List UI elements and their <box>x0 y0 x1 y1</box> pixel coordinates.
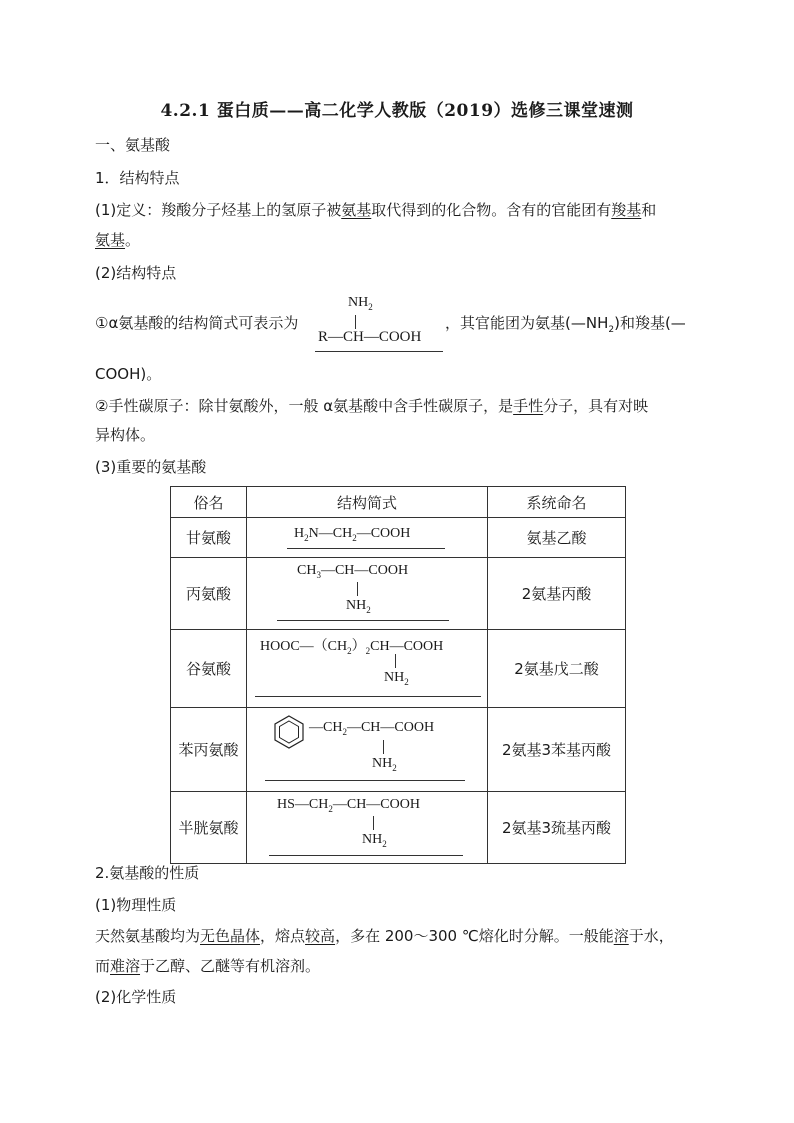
bond-line <box>383 740 384 754</box>
physical-properties-heading: (1)物理性质 <box>95 896 177 914</box>
row-structure <box>247 518 488 558</box>
text: ，熔点 <box>260 927 306 945</box>
row-system-name: 2氨基戊二酸 <box>488 630 626 708</box>
physical-properties-line-2 <box>95 955 320 977</box>
row-structure <box>247 792 488 864</box>
answer-underline <box>315 351 443 352</box>
circled-number: ② <box>95 397 109 415</box>
circled-number: ① <box>95 314 109 332</box>
row-system-name: 2氨基3巯基丙酸 <box>488 792 626 864</box>
section-heading-amino-acid: 一、氨基酸 <box>95 136 171 154</box>
text: 。 <box>125 231 141 249</box>
answer-underline <box>277 620 449 621</box>
important-amino-acids-heading: (3)重要的氨基酸 <box>95 458 207 476</box>
chiral-line-1 <box>95 395 648 417</box>
alpha-amino-acid-line <box>95 312 298 334</box>
properties-heading: 2.氨基酸的性质 <box>95 864 200 882</box>
underlined-answer: 难溶 <box>110 957 141 975</box>
alpha-main-formula: R—CH—COOH <box>318 329 422 345</box>
row-name: 丙氨酸 <box>171 558 247 630</box>
formula-box <box>247 708 487 791</box>
glutamic-formula-bottom: $NH_2$ <box>384 670 409 687</box>
answer-underline <box>269 855 463 856</box>
row-structure <box>247 630 488 708</box>
underlined-answer: 手性 <box>513 397 544 415</box>
row-name: 谷氨酸 <box>171 630 247 708</box>
header-common-name: 俗名 <box>171 487 247 518</box>
alpha-nh2-label <box>348 295 373 312</box>
page-title: 4.2.1 蛋白质——高二化学人教版（2019）选修三课堂速测 <box>160 101 634 121</box>
subheading-structure: 1．结构特点 <box>95 169 180 187</box>
cysteine-formula-bottom: $NH_2$ <box>362 832 387 849</box>
text: 和 <box>641 201 657 219</box>
phenylalanine-formula-top: $—CH_2—CH—COOH$ <box>309 720 435 737</box>
row-structure <box>247 558 488 630</box>
row-name: 苯丙氨酸 <box>171 708 247 792</box>
row-name: 半胱氨酸 <box>171 792 247 864</box>
underlined-answer: 氨基 <box>95 231 126 249</box>
text: α氨基酸的结构简式可表示为 <box>108 314 299 332</box>
underlined-answer: 羧基 <box>611 201 642 219</box>
table-row <box>171 792 626 864</box>
table-row <box>171 630 626 708</box>
table-row <box>171 708 626 792</box>
answer-underline <box>287 548 445 549</box>
definition-line-1 <box>95 199 656 221</box>
formula-box <box>247 792 487 863</box>
answer-underline <box>255 696 481 697</box>
row-structure <box>247 708 488 792</box>
subscript: 2 <box>608 325 615 335</box>
text: (1)定义：羧酸分子烃基上的氢原子被 <box>95 201 342 219</box>
text: 取代得到的化合物。含有的官能团有 <box>371 201 612 219</box>
formula-box <box>247 518 487 557</box>
underlined-answer: 溶 <box>613 927 629 945</box>
header-system-name: 系统命名 <box>488 487 626 518</box>
row-system-name: 2氨基丙酸 <box>488 558 626 630</box>
definition-line-2 <box>95 229 140 251</box>
chiral-line-2: 异构体。 <box>95 426 156 444</box>
row-system-name: 2氨基3苯基丙酸 <box>488 708 626 792</box>
text: 于水， <box>628 927 674 945</box>
row-name: 甘氨酸 <box>171 518 247 558</box>
physical-properties-line-1 <box>95 925 674 947</box>
underlined-answer: 较高 <box>305 927 336 945</box>
table-row <box>171 558 626 630</box>
text: 而 <box>95 957 111 975</box>
glutamic-formula-top: $HOOC—(CH_2)_2CH—COOH$ <box>260 639 444 656</box>
header-structure: 结构简式 <box>247 487 488 518</box>
text: 于乙醇、乙醚等有机溶剂。 <box>140 957 321 975</box>
glycine-formula: $H_2N—CH_2—COOH$ <box>294 526 411 543</box>
bond-line <box>357 582 358 596</box>
formula-box <box>247 558 487 629</box>
row-system-name: 氨基乙酸 <box>488 518 626 558</box>
underlined-answer: 无色晶体 <box>200 927 261 945</box>
amino-acid-table <box>170 486 626 864</box>
benzene-ring-icon <box>271 714 307 750</box>
bond-line <box>355 315 356 329</box>
phenylalanine-formula-bottom: $NH_2$ <box>372 756 397 773</box>
structure-heading: (2)结构特点 <box>95 264 177 282</box>
text: NH <box>348 295 369 310</box>
text: 分子，具有对映 <box>543 397 649 415</box>
alpha-line-continued: COOH)。 <box>95 365 162 383</box>
bond-line <box>373 816 374 830</box>
bond-line <box>395 654 396 668</box>
alanine-formula-bottom: $NH_2$ <box>346 598 371 615</box>
chemical-properties-heading: (2)化学性质 <box>95 988 177 1006</box>
alpha-functional-groups <box>445 312 686 341</box>
text: 天然氨基酸均为 <box>95 927 201 945</box>
text: )和羧基(— <box>614 314 686 332</box>
formula-box <box>247 630 487 707</box>
text: 手性碳原子：除甘氨酸外，一般 α氨基酸中含手性碳原子，是 <box>108 397 514 415</box>
subscript: 2 <box>368 301 373 312</box>
table-row <box>171 518 626 558</box>
text: ，其官能团为氨基(—NH <box>445 314 609 332</box>
text: ，多在 200～300 ℃熔化时分解。一般能 <box>335 927 614 945</box>
underlined-answer: 氨基 <box>341 201 372 219</box>
answer-underline <box>265 780 465 781</box>
alanine-formula-top: $CH_3—CH—COOH$ <box>297 563 409 580</box>
cysteine-formula-top: $HS—CH_2—CH—COOH$ <box>277 797 420 814</box>
table-header-row <box>171 487 626 518</box>
